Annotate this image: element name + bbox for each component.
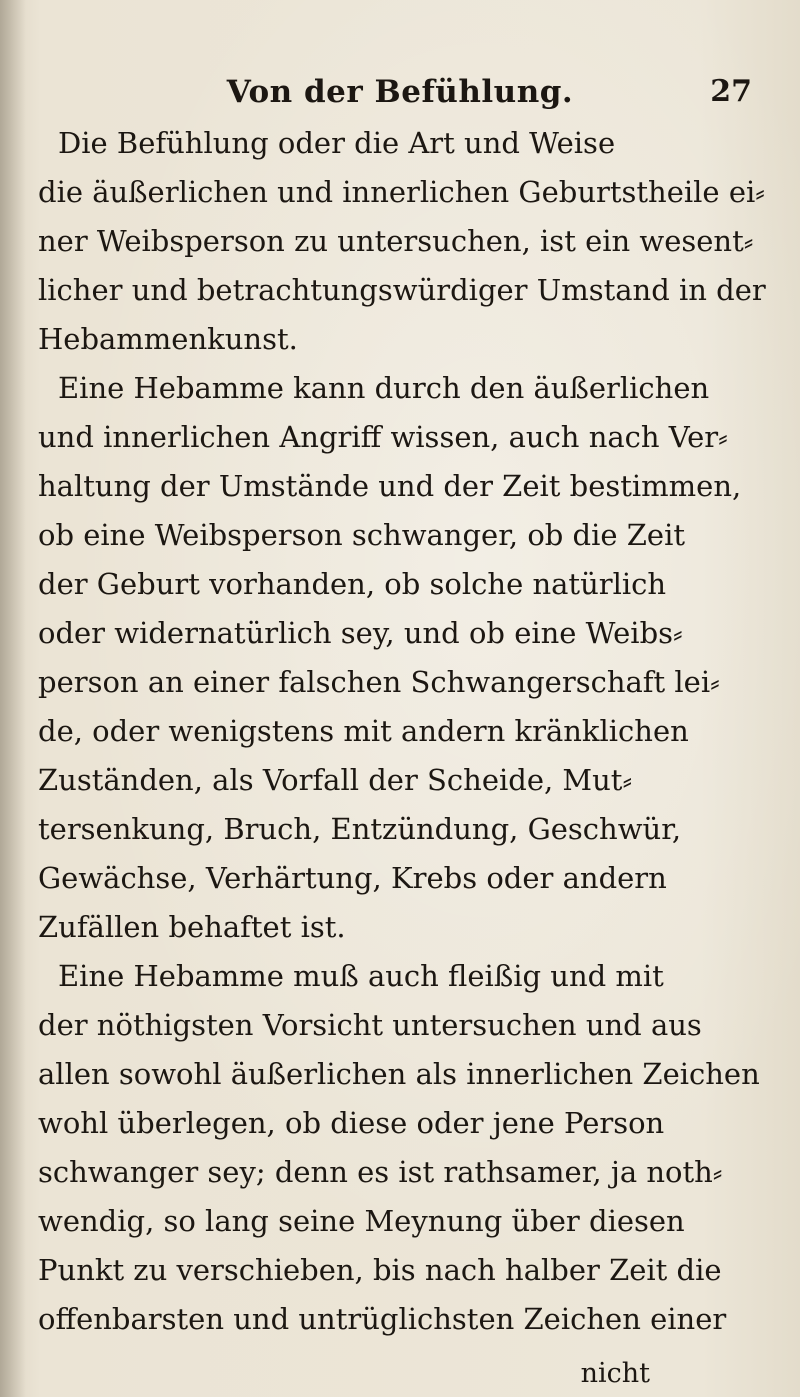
text-line: Zuständen, als Vorfall der Scheide, Mut⸗ bbox=[38, 763, 633, 797]
text-line: licher und betrachtungswürdiger Umstand in der bbox=[38, 273, 766, 307]
text-line: Gewächse, Verhärtung, Krebs oder andern bbox=[38, 861, 667, 895]
text-line: und innerlichen Angriff wissen, auch nach Ver⸗ bbox=[38, 420, 728, 454]
text-line: haltung der Umstände und der Zeit bestimmen, bbox=[38, 469, 742, 503]
text-line: offenbarsten und untrüglichsten Zeichen einer bbox=[38, 1302, 727, 1336]
text-line: Die Befühlung oder die Art und Weise bbox=[58, 126, 616, 160]
text-line: die äußerlichen und innerlichen Geburtstheile ei⸗ bbox=[38, 175, 765, 209]
text-line: person an einer falschen Schwangerschaft lei⸗ bbox=[38, 665, 720, 699]
text-line: der Geburt vorhanden, ob solche natürlich bbox=[38, 567, 667, 601]
text-line: Zufällen behaftet ist. bbox=[38, 910, 346, 944]
page-header bbox=[0, 70, 800, 120]
text-line: Hebammenkunst. bbox=[38, 322, 298, 356]
text-line: oder widernatürlich sey, und ob eine Weibs⸗ bbox=[38, 616, 683, 650]
text-line: ob eine Weibsperson schwanger, ob die Zeit bbox=[38, 518, 686, 552]
page-number: 27 bbox=[710, 74, 752, 109]
body-text bbox=[0, 122, 800, 1352]
text-line: Eine Hebamme muß auch fleißig und mit bbox=[58, 959, 664, 993]
text-line: wendig, so lang seine Meynung über diesen bbox=[38, 1204, 685, 1238]
text-line: tersenkung, Bruch, Entzündung, Geschwür, bbox=[38, 812, 682, 846]
catchword: nicht bbox=[580, 1358, 650, 1389]
text-line: wohl überlegen, ob diese oder jene Person bbox=[38, 1106, 665, 1140]
running-head: Von der Befühlung. bbox=[226, 74, 574, 110]
text-line: allen sowohl äußerlichen als innerlichen Zeichen bbox=[38, 1057, 760, 1091]
text-line: der nöthigsten Vorsicht untersuchen und aus bbox=[38, 1008, 702, 1042]
text-line: schwanger sey; denn es ist rathsamer, ja noth⸗ bbox=[38, 1155, 723, 1189]
text-line: ner Weibsperson zu untersuchen, ist ein wesent⸗ bbox=[38, 224, 754, 258]
text-line: Punkt zu verschieben, bis nach halber Zeit die bbox=[38, 1253, 722, 1287]
text-line: Eine Hebamme kann durch den äußerlichen bbox=[58, 371, 710, 405]
text-line: de, oder wenigstens mit andern kränklichen bbox=[38, 714, 689, 748]
